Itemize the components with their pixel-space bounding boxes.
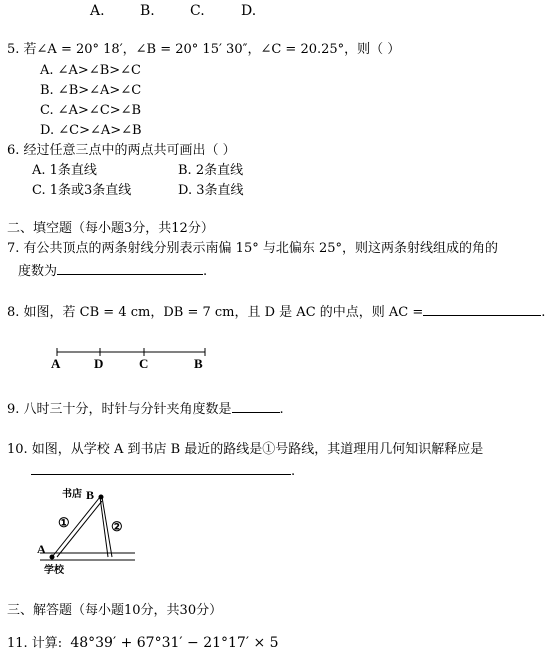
q6-option-b: B. 2条直线 — [178, 163, 244, 178]
section3-title: 三、解答题（每小题10分，共30分） — [7, 603, 223, 618]
q8-label-a: A — [51, 356, 61, 371]
q11-line — [7, 634, 279, 653]
q6-option-d: D. 3条直线 — [178, 183, 244, 198]
q6-option-c: C. 1条或3条直线 — [32, 183, 132, 198]
q6-option-a: A. 1条直线 — [32, 163, 97, 178]
q6-stem: 6. 经过任意三点中的两点共可画出（ ） — [7, 143, 236, 158]
q8-stem: 8. 如图，若 CB = 4 cm，DB = 7 cm，且 D 是 AC 的中点，则 AC = . — [7, 305, 545, 320]
q9-stem: 9. 八时三十分，时针与分针夹角度数是 . — [7, 402, 284, 417]
q10-label-route2: ② — [111, 519, 123, 534]
q5-stem: 5. 若∠A = 20° 18′，∠B = 20° 15′ 30″，∠C = 20.25°，则（ ） — [7, 42, 401, 57]
q5-option-c: C. ∠A>∠C>∠B — [40, 103, 142, 118]
q7-line2-text: 度数为 — [18, 264, 58, 279]
q10-answer-blank — [31, 462, 291, 475]
q10-label-a: A — [37, 542, 46, 556]
q4-option-a: A. — [90, 3, 105, 19]
q4-option-b: B. — [140, 3, 155, 19]
q8-stem-text: 8. 如图，若 CB = 4 cm，DB = 7 cm，且 D 是 AC 的中点，则 AC = — [7, 305, 424, 320]
q5-option-a: A. ∠A>∠B>∠C — [40, 63, 142, 78]
q4-option-c: C. — [190, 3, 205, 19]
q8-label-c: C — [139, 356, 149, 371]
q10-point-a — [50, 555, 55, 560]
q5-option-b: B. ∠B>∠A>∠C — [40, 83, 142, 98]
q10-point-b — [99, 495, 104, 500]
q7-line1: 7. 有公共顶点的两条射线分别表示南偏 15° 与北偏东 25°，则这两条射线组成的角的 — [7, 241, 499, 256]
q4-option-d: D. — [241, 3, 257, 19]
q9-stem-text: 9. 八时三十分，时针与分针夹角度数是 — [7, 402, 232, 417]
q10-answer-line: . — [31, 462, 295, 481]
q10-label-b: B — [86, 488, 95, 502]
q10-label-route1: ① — [58, 515, 70, 530]
q10-stem: 10. 如图，从学校 A 到书店 B 最近的路线是①号路线，其道理用几何知识解释应是 — [7, 442, 484, 457]
section2-title: 二、填空题（每小题3分，共12分） — [7, 221, 214, 236]
q5-option-d: D. ∠C>∠A>∠B — [40, 123, 142, 138]
q11-prefix: 11. 计算: — [7, 636, 63, 651]
q11-expression: 48°39′ + 67°31′ − 21°17′ × 5 — [70, 635, 279, 651]
q10-label-school: 学校 — [44, 565, 64, 576]
q8-label-b: B — [194, 356, 203, 371]
q10-label-bookstore: 书店 — [62, 489, 82, 500]
q7-line2: 度数为 . — [18, 264, 208, 279]
q9-answer-blank — [232, 400, 280, 413]
q8-label-d: D — [94, 356, 104, 371]
